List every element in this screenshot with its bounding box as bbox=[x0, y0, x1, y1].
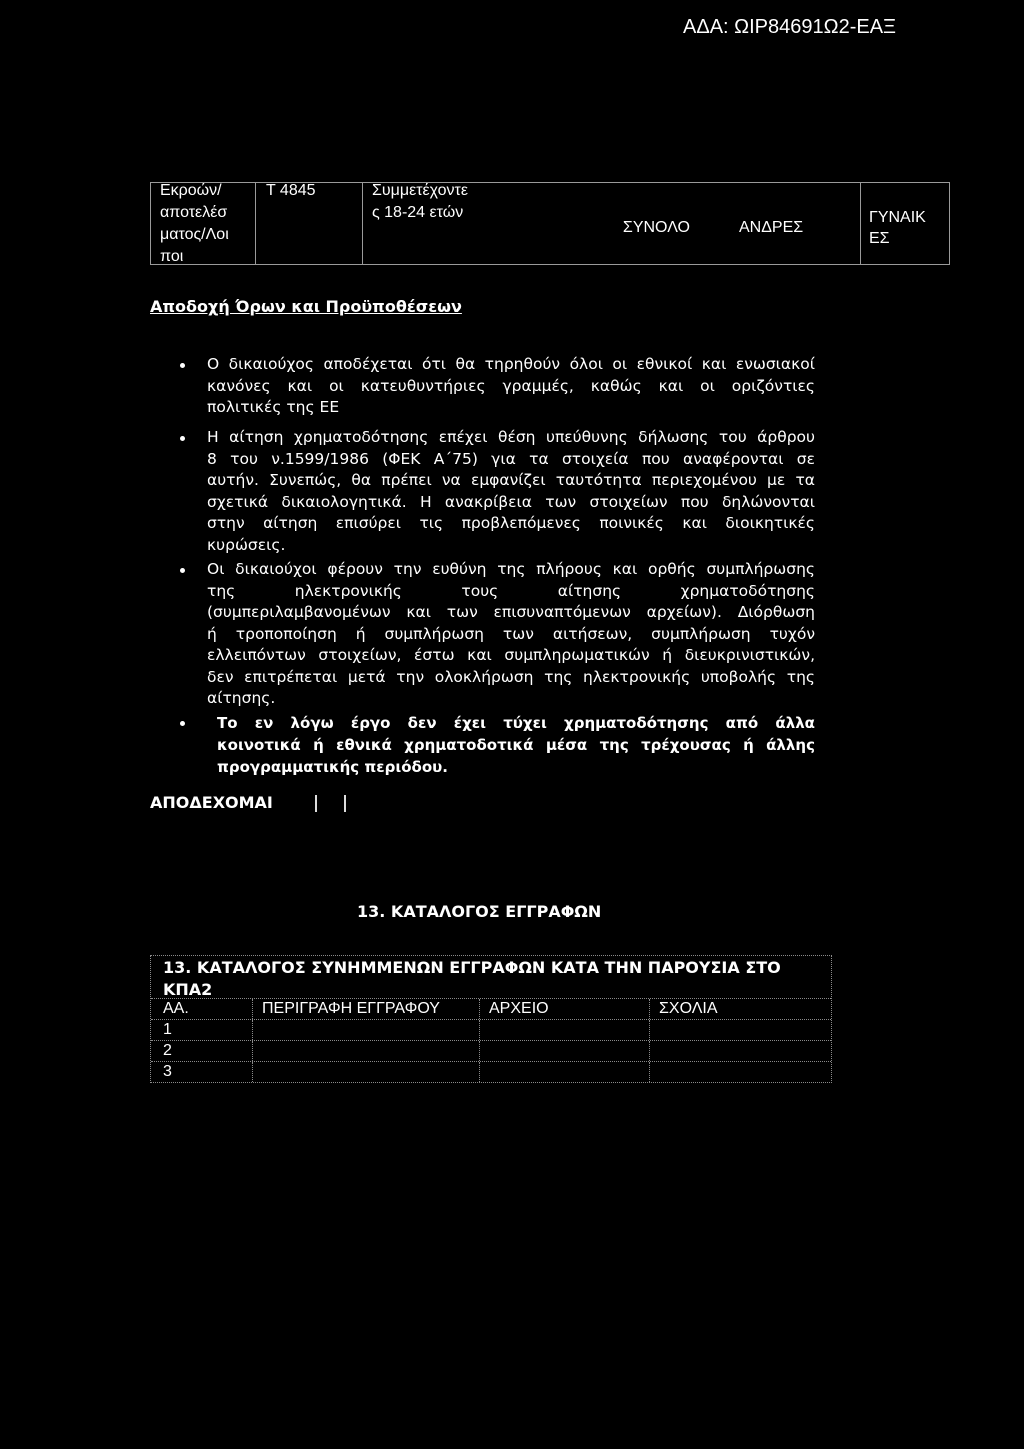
table-row bbox=[151, 1020, 831, 1041]
documents-table-title-line: ΚΠΑ2 bbox=[163, 980, 213, 999]
terms-item-funding-declaration bbox=[217, 712, 815, 778]
indicator-name-line: Συμμετέχοντε bbox=[372, 182, 468, 199]
terms-item-line: Οι δικαιούχοι φέρουν την ευθύνη της πλήρους και ορθής συμπλήρωσης bbox=[207, 560, 815, 578]
cell-description bbox=[253, 1041, 480, 1061]
column-header-aa: ΑΑ. bbox=[151, 999, 253, 1019]
indicator-women-line: ΕΣ bbox=[869, 229, 890, 247]
bullet-icon bbox=[180, 363, 185, 368]
column-header-file: ΑΡΧΕΙΟ bbox=[480, 999, 650, 1019]
terms-item-line: αίτησης. bbox=[207, 689, 276, 707]
indicator-total-header bbox=[513, 183, 716, 264]
terms-item-line: κοινοτικά ή εθνικά χρηματοδοτικά μέσα της τρέχουσας ή άλλης bbox=[217, 736, 815, 754]
cell-description bbox=[253, 1020, 480, 1040]
cell-aa: 1 bbox=[151, 1020, 253, 1040]
indicator-output-line: Εκροών/ bbox=[160, 182, 222, 199]
documents-table-title-line: 13. ΚΑΤΑΛΟΓΟΣ ΣΥΝΗΜΜΕΝΩΝ ΕΓΓΡΑΦΩΝ ΚΑΤΑ ΤΗΝ ΠΑΡΟΥΣΙΑ ΣΤΟ bbox=[163, 958, 781, 977]
accept-checkbox[interactable] bbox=[315, 795, 346, 812]
indicator-men-label: ΑΝΔΡΕΣ bbox=[739, 219, 804, 236]
indicator-name-line: ς 18-24 ετών bbox=[372, 204, 464, 221]
indicator-name-cell bbox=[363, 183, 513, 264]
indicator-output-line: ματος/Λοι bbox=[160, 226, 229, 243]
cell-description bbox=[253, 1062, 480, 1082]
table-header-row bbox=[151, 999, 831, 1020]
cell-file bbox=[480, 1020, 650, 1040]
table-row bbox=[151, 1041, 831, 1062]
bullet-icon bbox=[180, 436, 185, 441]
accept-label: ΑΠΟΔΕΧΟΜΑΙ bbox=[150, 793, 273, 812]
terms-item-line: της ηλεκτρονικής τους αίτησης χρηματοδότησης bbox=[207, 581, 815, 600]
cell-comments bbox=[650, 1020, 831, 1040]
terms-item-line: κανόνες και οι κατευθυντήριες γραμμές, καθώς και οι οριζόντιες bbox=[207, 376, 815, 395]
indicator-men-header bbox=[716, 183, 861, 264]
bullet-icon bbox=[180, 568, 185, 573]
table-row bbox=[151, 1062, 831, 1082]
terms-item-line: 8 του ν.1599/1986 (ΦΕΚ Α΄75) για τα στοιχεία που αναφέρονται σε bbox=[207, 449, 815, 468]
terms-item-line: (συμπεριλαμβανομένων και των επισυναπτόμενων αρχείων). Διόρθωση bbox=[207, 603, 815, 621]
documents-table-title bbox=[151, 956, 831, 999]
indicator-output-line: ποι bbox=[160, 248, 184, 265]
cell-file bbox=[480, 1041, 650, 1061]
indicator-output-line: αποτελέσ bbox=[160, 204, 228, 221]
terms-title: Αποδοχή Όρων και Προϋποθέσεων bbox=[150, 297, 462, 316]
bullet-icon bbox=[180, 721, 185, 726]
indicator-code: Τ 4845 bbox=[266, 182, 316, 199]
terms-item-line: κυρώσεις. bbox=[207, 535, 286, 554]
indicator-total-label: ΣΥΝΟΛΟ bbox=[622, 219, 690, 236]
terms-item-line: στην αίτηση επισύρει τις προβλεπόμενες ποινικές και διοικητικές bbox=[207, 514, 815, 532]
terms-item-line: Η αίτηση χρηματοδότησης επέχει θέση υπεύθυνης δήλωσης του άρθρου bbox=[207, 428, 815, 446]
column-header-description: ΠΕΡΙΓΡΑΦΗ ΕΓΓΡΑΦΟΥ bbox=[253, 999, 480, 1019]
terms-item-line: σχετικά δικαιολογητικά. Η ανακρίβεια των στοιχείων που δηλώνονται bbox=[207, 492, 815, 511]
indicator-output-cell bbox=[151, 183, 256, 264]
terms-item-line: ελλειπόντων στοιχείων, έστω και συμπληρωματικών ή διευκρινιστικών, bbox=[207, 646, 815, 664]
indicator-code-cell bbox=[256, 183, 363, 264]
terms-item bbox=[207, 427, 815, 556]
cell-comments bbox=[650, 1062, 831, 1082]
cell-comments bbox=[650, 1041, 831, 1061]
indicator-table bbox=[150, 182, 950, 265]
cell-aa: 2 bbox=[151, 1041, 253, 1061]
cell-aa: 3 bbox=[151, 1062, 253, 1082]
column-header-comments: ΣΧΟΛΙΑ bbox=[659, 1000, 718, 1017]
documents-table bbox=[150, 955, 832, 1083]
terms-item bbox=[207, 559, 815, 710]
indicator-women-line: ΓΥΝΑΙΚ bbox=[869, 208, 926, 226]
terms-item-line: Ο δικαιούχος αποδέχεται ότι θα τηρηθούν όλοι οι εθνικοί και ενωσιακοί bbox=[207, 355, 815, 373]
indicator-women-header bbox=[861, 183, 949, 264]
terms-item-line: δεν επιτρέπεται μετά την ολοκλήρωση της ηλεκτρονικής υποβολής της bbox=[207, 667, 815, 686]
ada-number: ΑΔΑ: ΩΙΡ84691Ω2-ΕΑΞ bbox=[683, 16, 897, 38]
terms-item-line: Το εν λόγω έργο δεν έχει τύχει χρηματοδότησης από άλλα bbox=[217, 714, 815, 732]
terms-item-line: πολιτικές της ΕΕ bbox=[207, 398, 340, 416]
terms-item-line: ή τροποποίηση ή συμπλήρωση των αιτήσεων, συμπλήρωση τυχόν bbox=[207, 624, 815, 643]
terms-item-line: προγραμματικής περιόδου. bbox=[217, 758, 448, 776]
documents-section-title: 13. ΚΑΤΑΛΟΓΟΣ ΕΓΓΡΑΦΩΝ bbox=[357, 902, 602, 921]
terms-item-line: αυτήν. Συνεπώς, θα πρέπει να εμφανίζει ταυτότητα περιεχομένου με τα bbox=[207, 471, 815, 489]
terms-item bbox=[207, 354, 815, 419]
cell-file bbox=[480, 1062, 650, 1082]
